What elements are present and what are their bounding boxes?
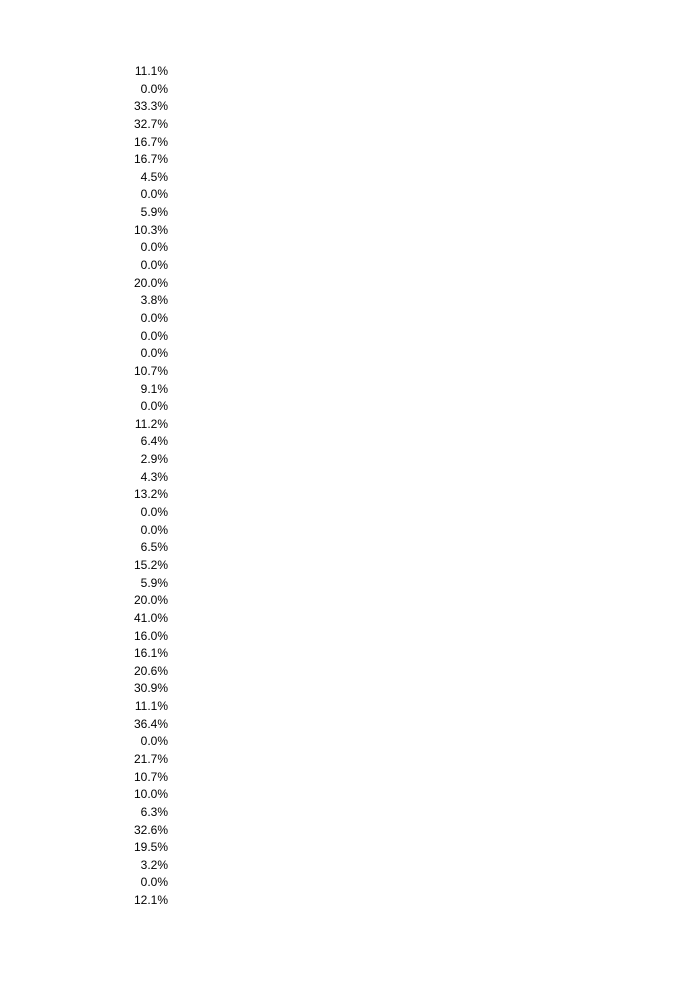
percentage-cell: 2.9% <box>140 452 168 467</box>
percentage-cell: 41.0% <box>133 610 168 625</box>
percentage-cell: 0.0% <box>140 81 168 96</box>
percentage-cell: 10.7% <box>133 363 168 378</box>
percentage-cell: 36.4% <box>133 716 168 731</box>
percentage-cell: 0.0% <box>140 522 168 537</box>
percentage-cell: 0.0% <box>140 310 168 325</box>
percentage-cell: 32.7% <box>133 116 168 131</box>
percentage-cell: 0.0% <box>140 258 168 273</box>
percentage-cell: 11.1% <box>134 64 168 78</box>
percentage-cell: 0.0% <box>140 240 168 255</box>
percentage-cell: 0.0% <box>140 328 168 343</box>
percentage-cell: 20.0% <box>133 275 168 290</box>
percentage-cell: 0.0% <box>140 734 168 749</box>
percentage-cell: 13.2% <box>133 487 168 502</box>
percentage-cell: 16.7% <box>133 152 168 167</box>
percentage-cell: 16.0% <box>133 628 168 643</box>
percentage-cell: 3.8% <box>140 293 168 308</box>
percentage-cell: 0.0% <box>140 187 168 202</box>
percentage-cell: 10.3% <box>133 222 168 237</box>
percentage-column <box>108 63 168 910</box>
percentage-cell: 11.2% <box>134 416 168 431</box>
percentage-cell: 10.0% <box>133 787 168 802</box>
percentage-cell: 10.7% <box>133 769 168 784</box>
percentage-cell: 32.6% <box>133 822 168 837</box>
percentage-cell: 15.2% <box>133 557 168 572</box>
percentage-cell: 21.7% <box>133 751 168 766</box>
percentage-cell: 16.7% <box>133 134 168 149</box>
percentage-cell: 5.9% <box>140 205 168 220</box>
percentage-cell: 4.3% <box>140 469 168 484</box>
percentage-cell: 11.1% <box>134 699 168 714</box>
percentage-cell: 0.0% <box>140 399 168 414</box>
percentage-cell: 6.4% <box>140 434 168 449</box>
percentage-cell: 20.0% <box>133 593 168 608</box>
percentage-cell: 3.2% <box>140 857 168 872</box>
percentage-cell: 5.9% <box>140 575 168 590</box>
percentage-cell: 0.0% <box>140 875 168 890</box>
percentage-cell: 19.5% <box>133 840 168 855</box>
percentage-cell: 0.0% <box>140 346 168 361</box>
percentage-cell: 9.1% <box>140 381 168 396</box>
percentage-cell: 12.1% <box>133 893 168 908</box>
percentage-cell: 4.5% <box>140 169 168 184</box>
percentage-cell: 16.1% <box>133 646 168 661</box>
percentage-cell: 30.9% <box>133 681 168 696</box>
percentage-cell: 0.0% <box>140 505 168 520</box>
percentage-cell: 20.6% <box>133 663 168 678</box>
percentage-cell: 6.5% <box>140 540 168 555</box>
percentage-cell: 33.3% <box>133 99 168 114</box>
percentage-cell: 6.3% <box>140 804 168 819</box>
